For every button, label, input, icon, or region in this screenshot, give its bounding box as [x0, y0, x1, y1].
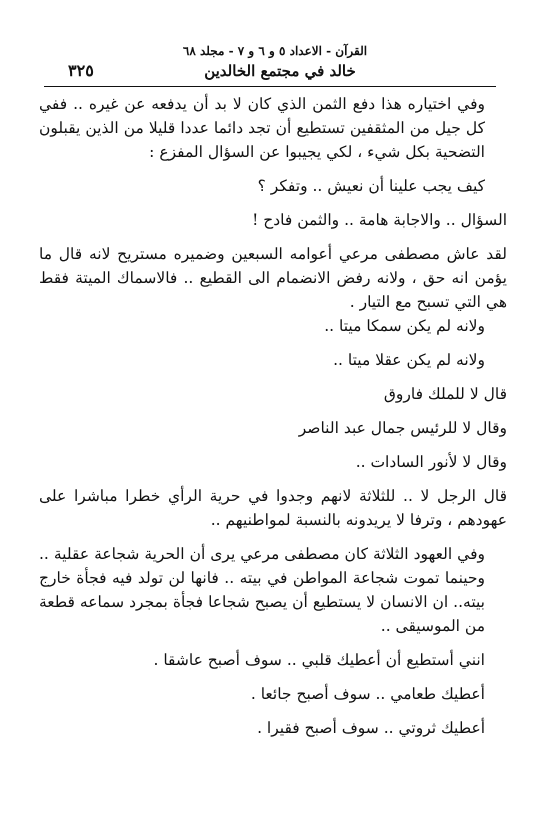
paragraph-question: كيف يجب علينا أن نعيش .. وتفكر ؟ [257, 177, 485, 195]
header-divider [44, 86, 496, 87]
paragraph-three-rulers: قال الرجل لا .. للثلاثة لانهم وجدوا في حرية الرأي خطرا مباشرا على عهودهم ، وترفا لا يريدونه بالنسبة لمواطنيهم .. [39, 487, 507, 529]
paragraph-answer: السؤال .. والاجابة هامة .. والثمن فادح ! [252, 211, 507, 229]
line-no-to-sadat: وقال لا لأنور السادات .. [355, 453, 507, 471]
line-give-heart: انني أستطيع أن أعطيك قلبي .. سوف أصبح عاشقا . [153, 651, 485, 669]
line-no-to-farouk: قال لا للملك فاروق [383, 385, 507, 403]
line-not-dead-fish: ولانه لم يكن سمكا ميتا .. [324, 317, 485, 335]
running-header-title: خالد في مجتمع الخالدين [204, 62, 356, 80]
running-header-series: القرآن - الاعداد ٥ و ٦ و ٧ - مجلد ٦٨ [182, 44, 368, 58]
page-number: ٣٢٥ [68, 61, 94, 80]
paragraph-sacrifice: وفي اختياره هذا دفع الثمن الذي كان لا بد أن يدفعه عن غيره .. ففي كل جيل من المثقفين تستطيع أن تجد دائما عددا قليلا من الذين يقبلون التضحية بكل شيء ، لكي يجيبوا عن السؤال المفزع : [39, 95, 485, 161]
page-body [39, 92, 507, 740]
line-give-wealth: أعطيك ثروتي .. سوف أصبح فقيرا . [257, 719, 485, 737]
line-give-food: أعطيك طعامي .. سوف أصبح جائعا . [250, 685, 485, 703]
line-not-dead-mind: ولانه لم يكن عقلا ميتا .. [333, 351, 485, 369]
line-no-to-nasser: وقال لا للرئيس جمال عبد الناصر [298, 419, 507, 437]
paragraph-seventy-years: لقد عاش مصطفى مرعي أعوامه السبعين وضميره مستريح لانه قال ما يؤمن انه حق ، ولانه رفض الانضمام الى القطيع .. فالاسماك الميتة فقط هي التي تسبح مع التيار . [39, 245, 507, 311]
paragraph-courage: وفي العهود الثلاثة كان مصطفى مرعي يرى أن الحرية شجاعة عقلية .. وحينما تموت شجاعة المواطن في بيته .. فانها لن تولد فيه فجأة خارج بيته.. ان الانسان لا يستطيع أن يصبح شجاعا فجأة بمجرد سماعه قطعة من الموسيقى .. [39, 545, 485, 635]
